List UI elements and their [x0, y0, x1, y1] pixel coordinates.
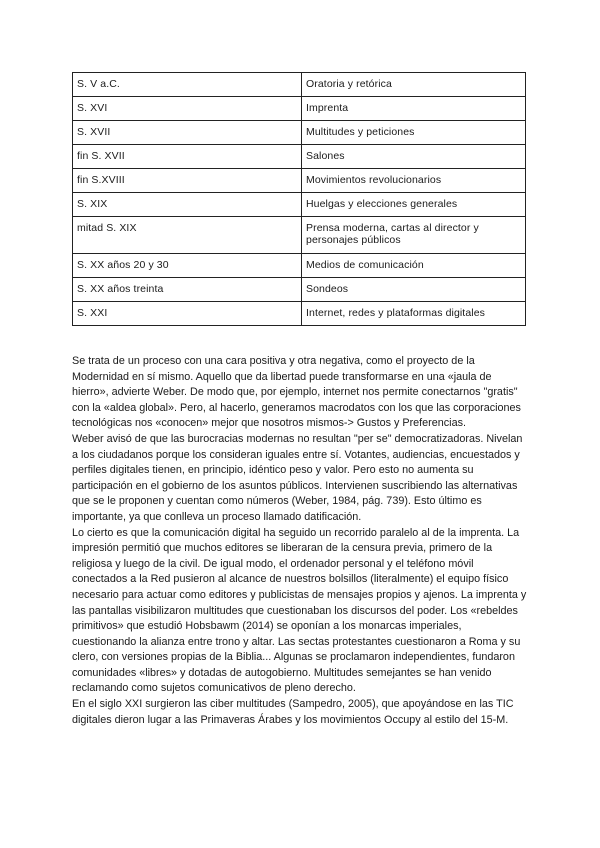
event-cell: Multitudes y peticiones [302, 121, 526, 145]
table-row [73, 278, 526, 302]
table-row [73, 302, 526, 326]
event-cell: Prensa moderna, cartas al director y personajes públicos [302, 217, 526, 254]
period-cell: S. XVII [73, 121, 302, 145]
table-row [73, 217, 526, 254]
table-row [73, 193, 526, 217]
period-cell: mitad S. XIX [73, 217, 302, 254]
period-cell: S. XX años 20 y 30 [73, 254, 302, 278]
table-row [73, 97, 526, 121]
event-cell: Oratoria y retórica [302, 73, 526, 97]
event-cell: Salones [302, 145, 526, 169]
event-cell: Imprenta [302, 97, 526, 121]
event-cell: Medios de comunicación [302, 254, 526, 278]
body-text [72, 354, 528, 728]
timeline-table [72, 72, 526, 326]
table-row [73, 254, 526, 278]
table-row [73, 121, 526, 145]
table-row [73, 73, 526, 97]
paragraph: Weber avisó de que las burocracias modernas no resultan "per se" democratizadoras. Nivelan a los ciudadanos porque los consideran iguales entre sí. Votantes, audiencias, encuestados y perfiles digitales tienen, en principio, idéntico peso y valor. Pero esto no aumenta su participación en el gobierno de los asuntos públicos. Intervienen suscribiendo las alternativas que se le proponen y cuentan como números (Weber, 1984, pág. 739). Esto último es importante, ya que conlleva un proceso llamado datificación. [72, 432, 523, 523]
table-row [73, 169, 526, 193]
event-cell: Sondeos [302, 278, 526, 302]
period-cell: S. XX años treinta [73, 278, 302, 302]
paragraph: Se trata de un proceso con una cara positiva y otra negativa, como el proyecto de la Modernidad en sí mismo. Aquello que da libertad puede transformarse en una «jaula de hierro», advierte Weber. De modo que, por ejemplo, internet nos permite conectarnos "gratis" con la «aldea global». Pero, al hacerlo, generamos macrodatos con los que las corporaciones tecnológicas nos «conocen» mejor que nosotros mismos-> Gustos y Preferencias. [72, 355, 521, 430]
period-cell: S. XXI [73, 302, 302, 326]
paragraph: En el siglo XXI surgieron las ciber multitudes (Sampedro, 2005), que apoyándose en las TIC digitales dieron lugar a las Primaveras Árabes y los movimientos Occupy al estilo del 15-M. [72, 698, 514, 726]
event-cell: Movimientos revolucionarios [302, 169, 526, 193]
period-cell: S. XIX [73, 193, 302, 217]
event-cell: Huelgas y elecciones generales [302, 193, 526, 217]
paragraph: Lo cierto es que la comunicación digital ha seguido un recorrido paralelo al de la imprenta. La impresión permitió que muchos editores se liberaran de la censura previa, primero de la religiosa y luego de la civil. De igual modo, el ordenador personal y el teléfono móvil conectados a la Red pusieron al alcance de nuestros bolsillos (literalmente) el equipo físico necesario para actuar como editores y publicistas de mensajes propios y ajenos. La imprenta y las pantallas visibilizaron multitudes que cuestionaban los discursos del poder. Los «rebeldes primitivos» que estudió Hobsbawm (2014) se oponían a los monarcas imperiales, cuestionando la alianza entre trono y altar. Las sectas protestantes cuestionaron a Roma y su clero, con versiones propias de la Biblia... Algunas se proclamaron independientes, fundaron comunidades «libres» y dotadas de autogobierno. Multitudes semejantes se han venido reclamando como sujetos comunicativos de pleno derecho. [72, 526, 527, 695]
period-cell: fin S. XVII [73, 145, 302, 169]
period-cell: S. V a.C. [73, 73, 302, 97]
event-cell: Internet, redes y plataformas digitales [302, 302, 526, 326]
table-row [73, 145, 526, 169]
period-cell: S. XVI [73, 97, 302, 121]
period-cell: fin S.XVIII [73, 169, 302, 193]
